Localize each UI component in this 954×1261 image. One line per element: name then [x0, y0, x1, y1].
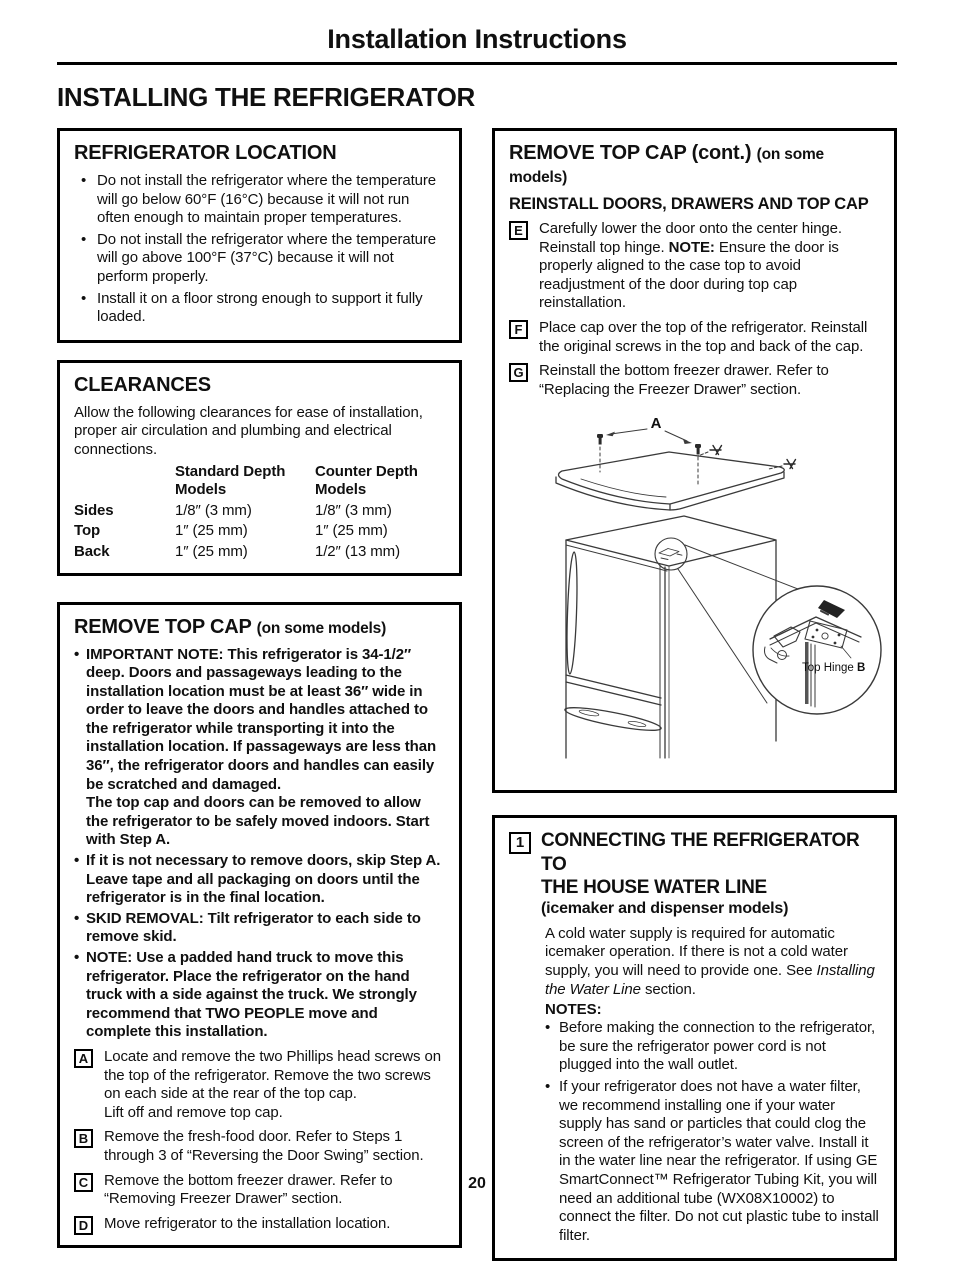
step-row	[74, 1048, 446, 1122]
step-text	[104, 1048, 446, 1122]
section-heading: REFRIGERATOR LOCATION	[74, 142, 337, 164]
step-row	[509, 362, 881, 399]
step-letter-badge: A	[74, 1049, 93, 1068]
step-text: Remove the fresh-food door. Refer to Steps 1 through 3 of “Reversing the Door Swing” section.	[104, 1128, 424, 1164]
refrigerator-top-cap-diagram	[509, 403, 887, 775]
section-heading	[541, 829, 881, 899]
diagram-container	[509, 403, 881, 780]
step-row	[74, 1128, 446, 1165]
diagram-label-a: A	[650, 415, 662, 433]
list-item	[74, 646, 446, 851]
page-number: 20	[468, 1175, 486, 1192]
arrowhead	[683, 439, 692, 444]
row-label: Sides	[74, 501, 114, 519]
subsection-heading: REINSTALL DOORS, DRAWERS AND TOP CAP	[509, 195, 869, 213]
freezer-drawer-seam	[566, 675, 661, 705]
step-line: Lift off and remove top cap.	[104, 1103, 283, 1121]
section-subtitle: (icemaker and dispenser models)	[541, 899, 789, 917]
top-hinge-label: Top Hinge B	[802, 662, 866, 675]
body-segment-italic: Installing the Water Line	[545, 962, 875, 998]
refrigerator-location-box	[57, 128, 462, 343]
note-label: NOTE:	[668, 238, 715, 256]
table-cell: 1″ (25 mm)	[175, 542, 248, 560]
left-column	[57, 128, 462, 1248]
heading-suffix: (on some models)	[256, 619, 387, 637]
section-heading	[74, 616, 446, 639]
step-text: Remove the bottom freezer drawer. Refer to “Removing Freezer Drawer” section.	[104, 1171, 393, 1208]
section-heading: CLEARANCES	[74, 373, 211, 396]
column-header: Standard Depth Models	[175, 462, 286, 499]
step-row	[509, 220, 881, 313]
step-letter-badge: D	[74, 1216, 93, 1235]
table-cell: 1/8″ (3 mm)	[175, 501, 252, 519]
step-line: Locate and remove the two Phillips head screws on the top of the refrigerator. Remove the two screws on each side at the rear of the top cap.	[104, 1047, 441, 1103]
list-item: • Do not install the refrigerator where the temperature will go below 60°F (16°C) because it will not run often enough to maintain proper temperatures.	[74, 172, 446, 228]
drawer-handle	[564, 704, 663, 735]
table-cell: 1″ (25 mm)	[175, 522, 248, 540]
notes-list	[545, 1019, 881, 1245]
numbered-heading	[509, 829, 881, 899]
clearances-intro: Allow the following clearances for ease of installation, proper air circulation and plumbing and electrical connections.	[74, 403, 423, 458]
document-title: Installation Instructions	[327, 24, 627, 54]
remove-top-cap-cont-box	[492, 128, 897, 793]
step-segment: Carefully lower the door onto the center hinge. Reinstall top hinge.	[539, 220, 842, 256]
asterisk-screw-icon	[784, 460, 796, 469]
column-header: Counter Depth Models	[315, 462, 418, 499]
screw-icon	[597, 434, 603, 445]
body-segment: A cold water supply is required for automatic icemaker operation. If there is not a cold water supply, you will need to provide one. See	[545, 924, 848, 980]
step-segment: Ensure the door is properly aligned to the case top to avoid readjustment of the door during top cap reinstallation.	[539, 238, 839, 312]
clearances-box	[57, 360, 462, 576]
list-item: • SKID REMOVAL: Tilt refrigerator to each side to remove skid.	[74, 910, 446, 947]
heading-main: REMOVE TOP CAP	[74, 615, 252, 638]
list-item: • NOTE: Use a padded hand truck to move this refrigerator. Place the refrigerator on the hand truck with a side against the truck. We strongly recommend that TWO PEOPLE move and complete this installation.	[74, 949, 446, 1042]
step-text: Place cap over the top of the refrigerator. Reinstall the original screws in the top and back of the cap.	[539, 318, 868, 355]
bullet-text: • IMPORTANT NOTE: This refrigerator is 34-1/2″ deep. Doors and passageways leading to the installation location must be at least 36″ wide in order to leave the doors and handles attached to the refrigerator while transporting it into the installation location. If passageways are less than 36″, the refrigerator doors and handles can easily be scratched and damaged.	[86, 645, 437, 793]
step-letter-badge: E	[509, 221, 528, 240]
bullet-text: The top cap and doors can be removed to allow the refrigerator to be safely moved indoors. Start with Step A.	[86, 794, 430, 849]
section-heading	[509, 142, 881, 188]
door-handle	[565, 552, 578, 674]
body-segment: section.	[640, 980, 696, 998]
table-cell: 1/2″ (13 mm)	[315, 542, 400, 560]
heading-suffix: (on some models)	[509, 146, 824, 186]
connecting-water-line-box	[492, 815, 897, 1261]
step-letter-badge: G	[509, 363, 528, 382]
content-columns	[57, 128, 897, 1261]
remove-top-cap-box	[57, 602, 462, 1248]
step-number-badge: 1	[509, 832, 531, 854]
page-title: INSTALLING THE REFRIGERATOR	[57, 82, 476, 112]
row-label: Back	[74, 542, 110, 560]
section-body	[545, 925, 881, 999]
table-cell: 1/8″ (3 mm)	[315, 501, 392, 519]
heading-line: CONNECTING THE REFRIGERATOR TO	[541, 830, 860, 875]
heading-main: REMOVE TOP CAP (cont.)	[509, 142, 752, 164]
clearances-table	[74, 462, 446, 563]
step-letter-badge: B	[74, 1129, 93, 1148]
notes-label: NOTES:	[545, 1001, 602, 1019]
step-row	[509, 319, 881, 356]
list-item: • Install it on a floor strong enough to support it fully loaded.	[74, 290, 446, 327]
location-bullet-list	[74, 172, 446, 327]
step-text: Move refrigerator to the installation location.	[104, 1214, 391, 1232]
right-column	[492, 128, 897, 1261]
list-item: • If it is not necessary to remove doors, skip Step A. Leave tape and all packaging on doors until the refrigerator is in the final location.	[74, 852, 446, 908]
table-cell-empty	[74, 462, 169, 501]
arrowhead	[606, 432, 615, 437]
asterisk-screw-icon	[710, 446, 722, 455]
table-cell: 1″ (25 mm)	[315, 522, 388, 540]
screw-icon	[695, 444, 701, 455]
list-item: • If your refrigerator does not have a water filter, we recommend installing one if your water supply has sand or particles that could clog the screen of the refrigerator’s water valve. Install it in the water line near the refrigerator. If using GE SmartConnect™ Refrigerator Tubing Kit, you will need an additional tube (WX08X10002) to connect the filter. Do not cut plastic tube to install filter.	[545, 1078, 881, 1245]
row-label: Top	[74, 522, 101, 540]
heading-line: THE HOUSE WATER LINE	[541, 876, 767, 898]
list-item: • Before making the connection to the refrigerator, be sure the refrigerator power cord is not plugged into the wall outlet.	[545, 1019, 881, 1075]
step-text: Reinstall the bottom freezer drawer. Refer to “Replacing the Freezer Drawer” section.	[539, 362, 829, 398]
list-item: • Do not install the refrigerator where the temperature will go above 100°F (37°C) because it will not perform properly.	[74, 231, 446, 287]
step-letter-badge: F	[509, 320, 528, 339]
step-text	[539, 220, 881, 313]
step-row	[74, 1215, 446, 1235]
callout-zoom-circle	[753, 586, 881, 714]
remove-top-cap-bullets	[74, 646, 446, 1042]
step-letter-badge: C	[74, 1173, 93, 1192]
title-rule	[57, 62, 897, 65]
